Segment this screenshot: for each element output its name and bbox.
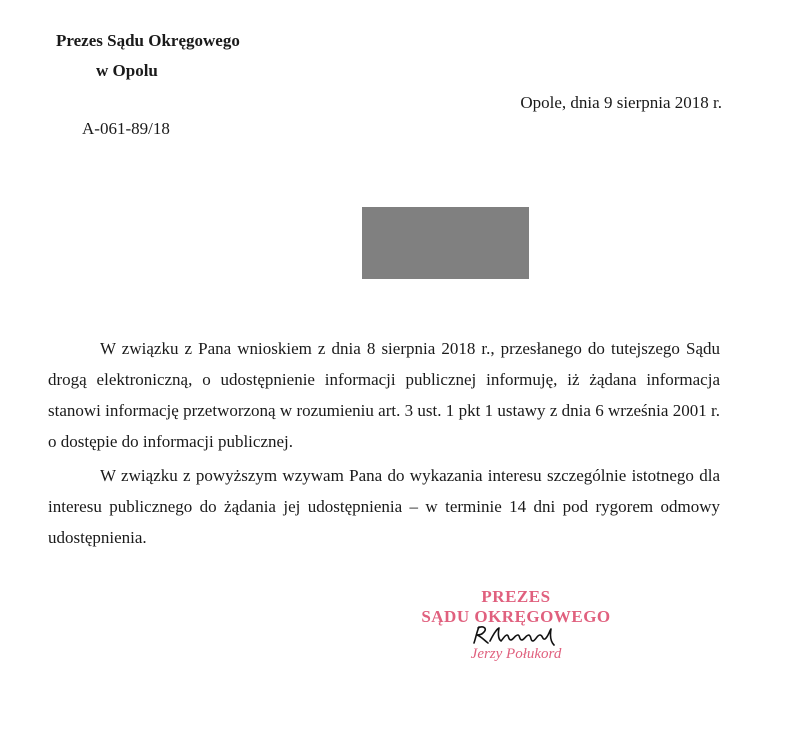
- stamp-signatory-name: Jerzy Połukord: [470, 646, 562, 662]
- letter-body: [48, 333, 720, 556]
- issuer-location: w Opolu: [96, 61, 158, 80]
- body-paragraph-1: W związku z Pana wnioskiem z dnia 8 sierpnia 2018 r., przesłanego do tutejszego Sądu drogą elektroniczną, o udostępnienie informacji publicznej informuję, iż żądana informacja stanowi informację przetworzoną w rozumieniu art. 3 ust. 1 pkt 1 ustawy z dnia 6 września 2001 r. o dostępie do informacji publicznej.: [48, 339, 720, 451]
- reference-number: A-061-89/18: [82, 119, 170, 138]
- place-and-date: Opole, dnia 9 sierpnia 2018 r.: [520, 93, 722, 112]
- redacted-addressee: [362, 207, 529, 279]
- issuer-title: Prezes Sądu Okręgowego: [56, 31, 240, 50]
- stamp-title: PREZES: [481, 587, 551, 606]
- official-stamp: [420, 587, 612, 663]
- stamp-court: SĄDU OKRĘGOWEGO: [421, 607, 611, 626]
- body-paragraph-2: W związku z powyższym wzywam Pana do wykazania interesu szczególnie istotnego dla interesu publicznego do żądania jej udostępnienia – w terminie 14 dni pod rygorem odmowy udostępnienia.: [48, 466, 720, 547]
